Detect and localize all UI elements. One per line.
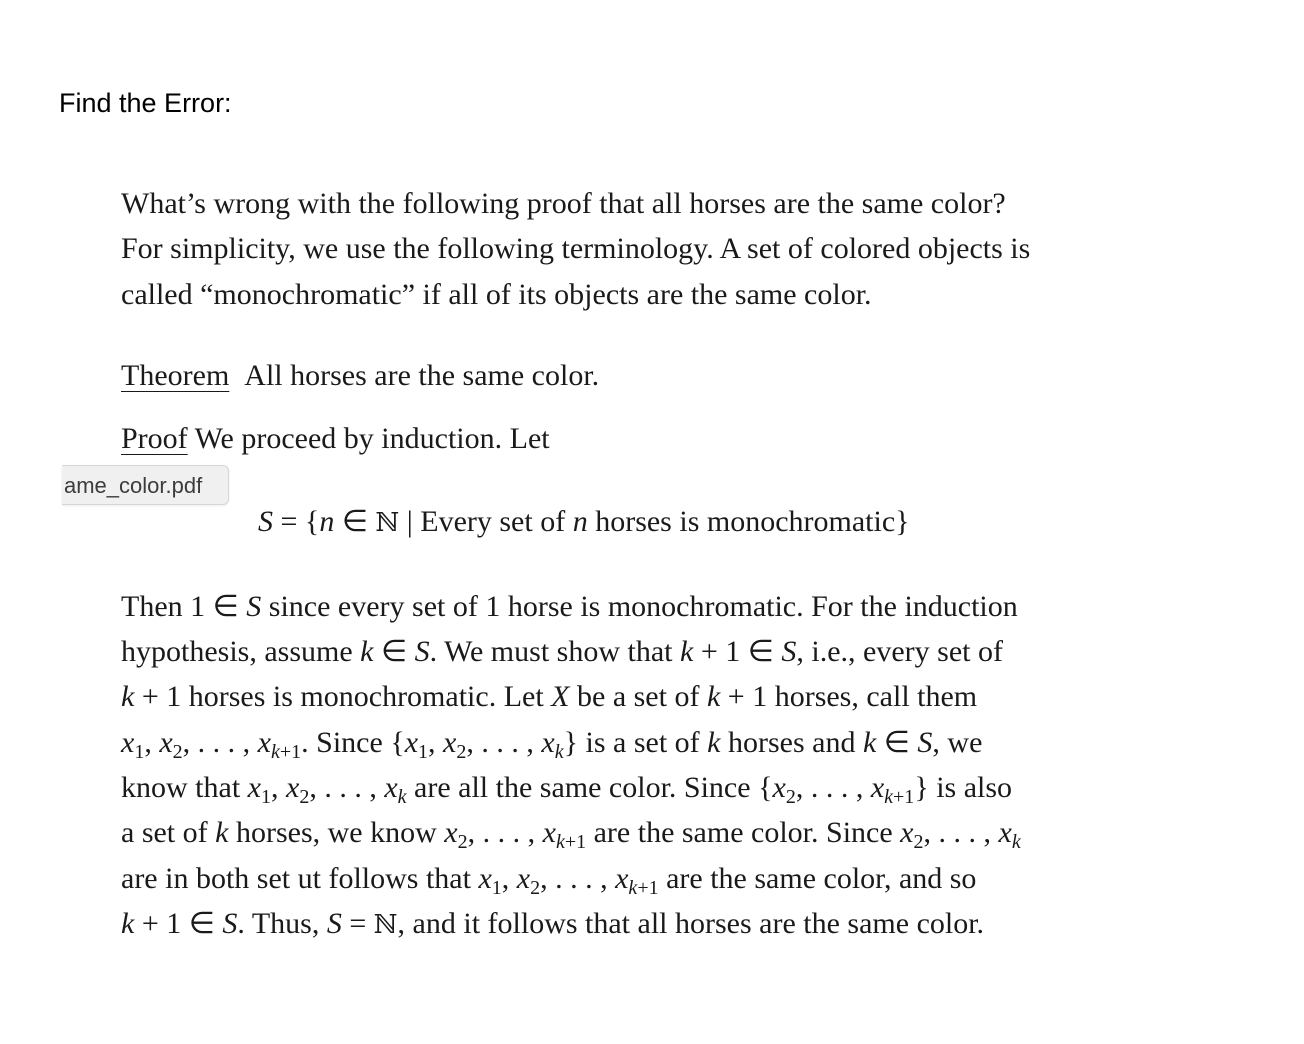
set-definition: S = {n ∈ ℕ | Every set of n horses is monochromatic} [258, 505, 910, 539]
proof-line-2: hypothesis, assume k ∈ S. We must show that k + 1 ∈ S, i.e., every set of [121, 635, 1003, 669]
proof-text: We proceed by induction. Let [194, 422, 550, 456]
theorem-statement [121, 353, 1149, 398]
intro-line: For simplicity, we use the following terminology. A set of colored objects is [121, 232, 1031, 266]
document-body [121, 181, 1149, 948]
proof-line-7: are in both set ut follows that $x_1$, $x_2$, . . . , $x_{k+1}$ are the same color, and so [121, 861, 977, 899]
proof-line-5: know that $x_1$, $x_2$, . . . , $x_k$ are all the same color. Since {$x_2$, . . . , $x_{k+1}$} is also [121, 770, 1013, 808]
theorem-label: Theorem [121, 358, 230, 392]
proof-line-3: k + 1 horses is monochromatic. Let X be a set of k + 1 horses, call them [121, 680, 978, 714]
theorem-text: All horses are the same color. [244, 358, 600, 392]
set-definition-text: Every set of [420, 505, 566, 539]
proof-line-4: $x_1$, $x_2$, . . . , $x_{k+1}$. Since {$x_1$, $x_2$, . . . , $x_k$} is a set of k horses and k ∈ S, we [121, 725, 983, 763]
proof-line-1: Then 1 ∈ S since every set of 1 horse is monochromatic. For the induction [121, 589, 1018, 623]
proof-intro [121, 416, 1149, 461]
proof-line-8: k + 1 ∈ S. Thus, S = ℕ, and it follows that all horses are the same color. [121, 906, 985, 940]
intro-paragraph [121, 181, 1149, 317]
proof-line-6: a set of k horses, we know $x_2$, . . . , $x_{k+1}$ are the same color. Since $x_2$, . . . , $x_k$ [121, 816, 1021, 854]
intro-line: What’s wrong with the following proof that all horses are the same color? [121, 187, 1006, 220]
proof-paragraph [121, 584, 1149, 948]
pdf-filename-tag[interactable]: ame_color.pdf [62, 465, 229, 505]
intro-line: called “monochromatic” if all of its objects are the same color. [121, 277, 872, 311]
page-heading: Find the Error: [59, 88, 232, 118]
proof-label: Proof [121, 422, 188, 456]
